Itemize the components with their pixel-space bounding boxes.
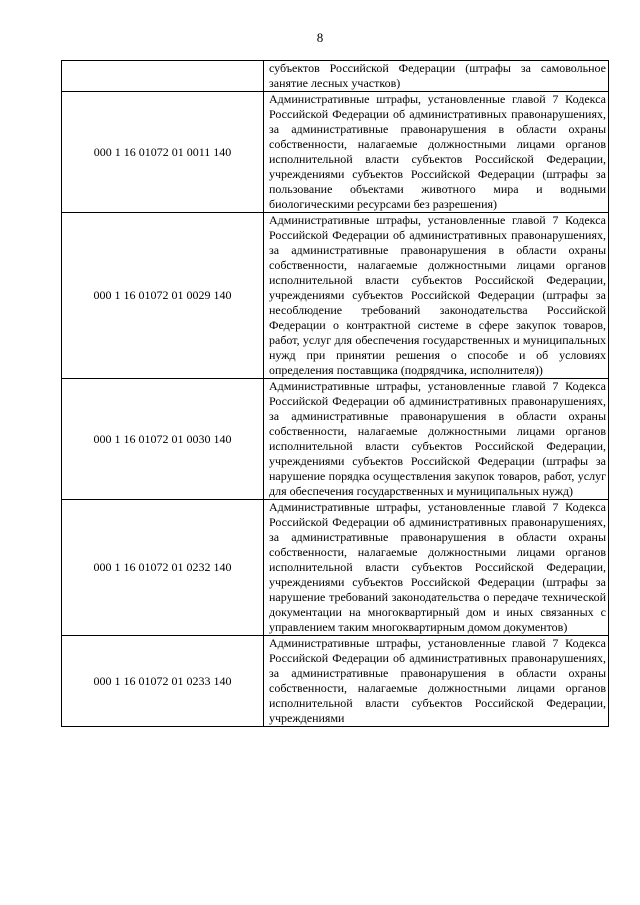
code-cell (62, 61, 264, 92)
code-cell: 000 1 16 01072 01 0011 140 (62, 92, 264, 213)
budget-codes-table (61, 60, 609, 727)
description-cell: Административные штрафы, установленные главой 7 Кодекса Российской Федерации об административных правонарушениях, за административные правонарушения в области охраны собственности, налагаемые должностными лицами органов исполнительной власти субъектов Российской Федерации, учреждениями субъектов Российской Федерации (штрафы за нарушение порядка осуществления закупок товаров, работ, услуг для обеспечения государственных и муниципальных нужд) (264, 379, 609, 500)
description-cell: Административные штрафы, установленные главой 7 Кодекса Российской Федерации об административных правонарушениях, за административные правонарушения в области охраны собственности, налагаемые должностными лицами органов исполнительной власти субъектов Российской Федерации, учреждениями (264, 636, 609, 727)
description-cell: субъектов Российской Федерации (штрафы за самовольное занятие лесных участков) (264, 61, 609, 92)
table-row (62, 500, 609, 636)
page-number: 8 (316, 30, 324, 45)
code-cell: 000 1 16 01072 01 0029 140 (62, 213, 264, 379)
description-cell: Административные штрафы, установленные главой 7 Кодекса Российской Федерации об административных правонарушениях, за административные правонарушения в области охраны собственности, налагаемые должностными лицами органов исполнительной власти субъектов Российской Федерации, учреждениями субъектов Российской Федерации (штрафы за нарушение требований законодательства о передаче технической документации на многоквартирный дом и иных связанных с управлением таким многоквартирным домом документов) (264, 500, 609, 636)
table-row (62, 61, 609, 92)
description-cell: Административные штрафы, установленные главой 7 Кодекса Российской Федерации об административных правонарушениях, за административные правонарушения в области охраны собственности, налагаемые должностными лицами органов исполнительной власти субъектов Российской Федерации, учреждениями субъектов Российской Федерации (штрафы за пользование объектами животного мира и водными биологическими ресурсами без разрешения) (264, 92, 609, 213)
table-row (62, 213, 609, 379)
code-cell: 000 1 16 01072 01 0233 140 (62, 636, 264, 727)
code-cell: 000 1 16 01072 01 0030 140 (62, 379, 264, 500)
table-row (62, 379, 609, 500)
table-row (62, 92, 609, 213)
code-cell: 000 1 16 01072 01 0232 140 (62, 500, 264, 636)
table-row (62, 636, 609, 727)
description-cell: Административные штрафы, установленные главой 7 Кодекса Российской Федерации об административных правонарушениях, за административные правонарушения в области охраны собственности, налагаемые должностными лицами органов исполнительной власти субъектов Российской Федерации, учреждениями субъектов Российской Федерации (штрафы за несоблюдение требований законодательства Российской Федерации о контрактной системе в сфере закупок товаров, работ, услуг для обеспечения государственных и муниципальных нужд при принятии решения о способе и об условиях определения поставщика (подрядчика, исполнителя)) (264, 213, 609, 379)
